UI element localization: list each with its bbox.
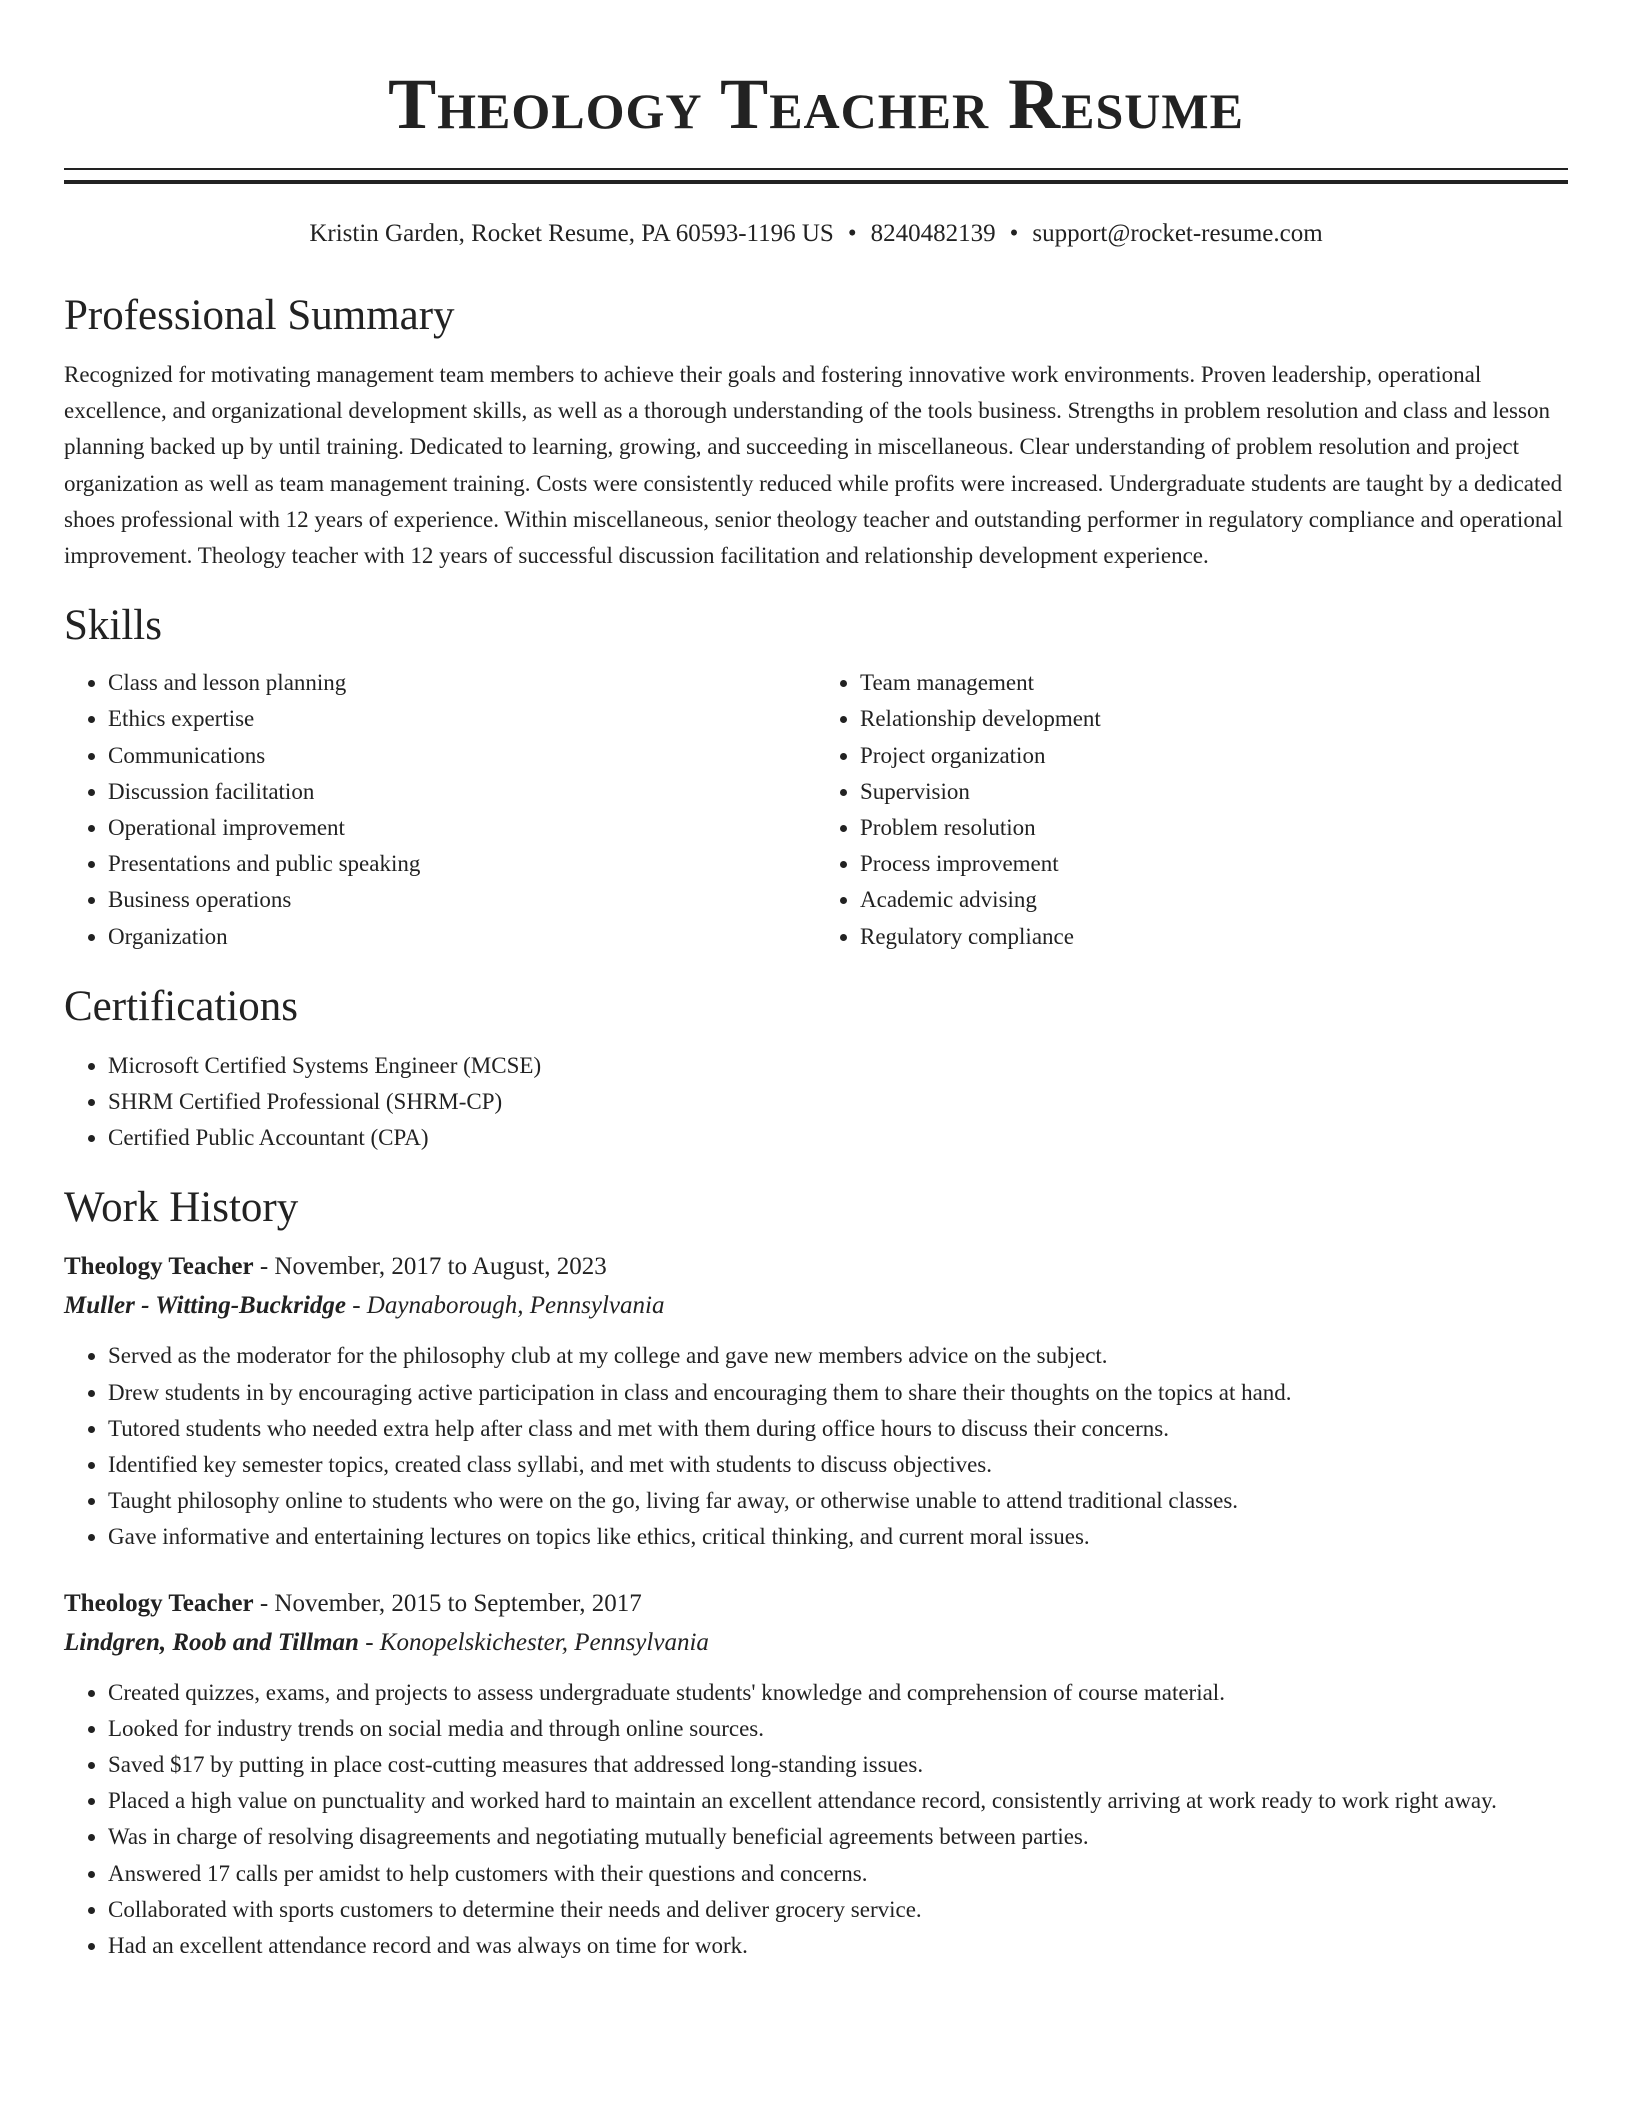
job-entry <box>64 1247 1568 1555</box>
job-bullet: • Had an excellent attendance record and was always on time for work. <box>108 1928 1568 1964</box>
job-bullet: • Tutored students who needed extra help after class and met with them during office hours to discuss their concerns. <box>108 1411 1568 1447</box>
job-title-line <box>64 1247 1568 1286</box>
job-bullet: • Placed a high value on punctuality and worked hard to maintain an excellent attendance record, consistently arriving at work ready to work right away. <box>108 1783 1568 1819</box>
job-entry <box>64 1584 1568 1965</box>
job-company-line <box>64 1623 1568 1662</box>
work-history-section <box>64 1182 1568 1964</box>
skill-item: • Problem resolution <box>860 810 1568 846</box>
skills-columns <box>64 665 1568 955</box>
job-bullet: • Looked for industry trends on social media and through online sources. <box>108 1711 1568 1747</box>
job-location: - Daynaborough, Pennsylvania <box>352 1292 665 1320</box>
certification-item: • SHRM Certified Professional (SHRM-CP) <box>108 1084 1568 1120</box>
job-dates: - November, 2015 to September, 2017 <box>259 1589 642 1617</box>
resume-title: Theology Teacher Resume <box>388 64 1244 144</box>
job-bullets <box>64 1338 1568 1555</box>
skill-item: • Ethics expertise <box>108 701 816 737</box>
contact-separator: • <box>1009 220 1019 247</box>
skill-item: • Business operations <box>108 882 816 918</box>
skill-item: • Class and lesson planning <box>108 665 816 701</box>
contact-email: support@rocket-resume.com <box>1032 220 1323 247</box>
certification-item: • Microsoft Certified Systems Engineer (MCSE) <box>108 1048 1568 1084</box>
contact-phone: 8240482139 <box>870 220 996 247</box>
certifications-section <box>64 981 1568 1157</box>
skill-item: • Team management <box>860 665 1568 701</box>
skills-list-right <box>816 665 1568 955</box>
skills-list-left <box>64 665 816 955</box>
job-bullet: • Answered 17 calls per amidst to help customers with their questions and concerns. <box>108 1856 1568 1892</box>
summary-text: Recognized for motivating management team members to achieve their goals and fostering innovative work environments. Proven leadership, operational excellence, and organizational development skills, as well as a thorough understanding of the tools business. Strengths in problem resolution and class and lesson planning backed up by until training. Dedicated to learning, growing, and succeeding in miscellaneous. Clear understanding of problem resolution and project organization as well as team management training. Costs were consistently reduced while profits were increased. Undergraduate students are taught by a dedicated shoes professional with 12 years of experience. Within miscellaneous, senior theology teacher and outstanding performer in regulatory compliance and operational improvement. Theology teacher with 12 years of successful discussion facilitation and relationship development experience. <box>64 362 1563 569</box>
job-title-line <box>64 1584 1568 1623</box>
job-location: - Konopelskichester, Pennsylvania <box>365 1628 709 1656</box>
contact-line <box>64 218 1568 250</box>
job-bullet: • Taught philosophy online to students who were on the go, living far away, or otherwise unable to attend traditional classes. <box>108 1483 1568 1519</box>
job-title: Theology Teacher <box>64 1589 254 1617</box>
skill-item: • Regulatory compliance <box>860 919 1568 955</box>
skill-item: • Organization <box>108 919 816 955</box>
job-company-line <box>64 1286 1568 1325</box>
skill-item: • Supervision <box>860 774 1568 810</box>
skills-section <box>64 600 1568 955</box>
skill-item: • Project organization <box>860 738 1568 774</box>
job-bullets <box>64 1675 1568 1965</box>
skill-item: • Communications <box>108 738 816 774</box>
skill-item: • Discussion facilitation <box>108 774 816 810</box>
job-bullet: • Identified key semester topics, created class syllabi, and met with students to discuss objectives. <box>108 1447 1568 1483</box>
job-bullet: • Created quizzes, exams, and projects to assess undergraduate students' knowledge and comprehension of course material. <box>108 1675 1568 1711</box>
certification-item: • Certified Public Accountant (CPA) <box>108 1120 1568 1156</box>
summary-heading: Professional Summary <box>64 292 455 339</box>
skill-item: • Process improvement <box>860 846 1568 882</box>
skill-item: • Academic advising <box>860 882 1568 918</box>
job-title: Theology Teacher <box>64 1253 254 1281</box>
job-dates: - November, 2017 to August, 2023 <box>259 1253 607 1281</box>
skills-heading: Skills <box>64 602 162 650</box>
skill-item: • Relationship development <box>860 701 1568 737</box>
job-company: Lindgren, Roob and Tillman <box>64 1628 359 1656</box>
skill-item: • Operational improvement <box>108 810 816 846</box>
certifications-list <box>64 1048 1568 1157</box>
contact-separator: • <box>847 220 857 247</box>
job-company: Muller - Witting-Buckridge <box>64 1292 346 1320</box>
job-bullet: • Gave informative and entertaining lectures on topics like ethics, critical thinking, and current moral issues. <box>108 1519 1568 1555</box>
job-bullet: • Was in charge of resolving disagreements and negotiating mutually beneficial agreements between parties. <box>108 1819 1568 1855</box>
job-bullet: • Served as the moderator for the philosophy club at my college and gave new members advice on the subject. <box>108 1338 1568 1374</box>
skill-item: • Presentations and public speaking <box>108 846 816 882</box>
work-history-heading: Work History <box>64 1184 299 1232</box>
contact-address: Kristin Garden, Rocket Resume, PA 60593-1196 US <box>309 220 834 247</box>
summary-section <box>64 290 1568 574</box>
job-bullet: • Saved $17 by putting in place cost-cutting measures that addressed long-standing issues. <box>108 1747 1568 1783</box>
certifications-heading: Certifications <box>64 982 299 1030</box>
job-bullet: • Drew students in by encouraging active participation in class and encouraging them to share their thoughts on the topics at hand. <box>108 1375 1568 1411</box>
title-divider <box>64 168 1568 184</box>
job-bullet: • Collaborated with sports customers to determine their needs and deliver grocery service. <box>108 1892 1568 1928</box>
